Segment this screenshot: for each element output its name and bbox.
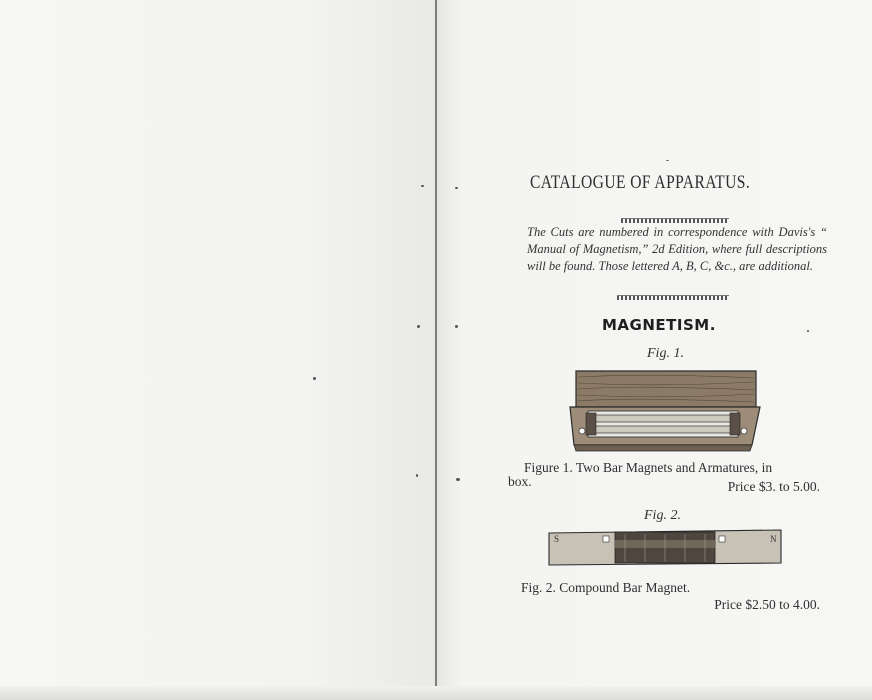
- figure-1-illustration: [560, 365, 770, 460]
- ornament-rule: [621, 218, 729, 223]
- binding-mark: [456, 478, 460, 481]
- binding-mark: [455, 187, 458, 189]
- figure-1-price: Price $3. to 5.00.: [727, 479, 820, 494]
- figure-2-illustration: [545, 527, 785, 571]
- page-title: CATALOGUE OF APPARATUS.: [530, 172, 751, 193]
- svg-text:S: S: [554, 534, 560, 544]
- binding-mark: [417, 325, 420, 328]
- figure-1-caption-line1: Figure 1. Two Bar Magnets and Armatures, in: [524, 460, 773, 475]
- intro-note: The Cuts are numbered in correspondence with Davis's “ Manual of Magnetism,” 2d Edition, where full descriptions will be found. Those lettered A, B, C, &c., are additional.: [527, 225, 827, 273]
- binding-mark: [416, 474, 418, 477]
- binding-mark: [666, 160, 669, 161]
- section-title: MAGNETISM.: [602, 316, 716, 334]
- binding-mark: [807, 330, 809, 332]
- figure-1-caption-line2: box.: [508, 474, 532, 489]
- binding-mark: [421, 185, 424, 187]
- page-gutter: [435, 0, 437, 700]
- svg-text:N: N: [770, 534, 777, 544]
- page-bottom-edge: [0, 686, 872, 700]
- figure-label: Fig. 2.: [644, 508, 681, 523]
- binding-mark: [313, 377, 316, 380]
- figure-label: Fig. 1.: [647, 346, 684, 361]
- ornament-rule: [617, 295, 729, 300]
- binding-mark: [455, 325, 458, 328]
- figure-2-caption: Fig. 2. Compound Bar Magnet.: [521, 580, 691, 595]
- figure-2-price: Price $2.50 to 4.00.: [714, 597, 820, 612]
